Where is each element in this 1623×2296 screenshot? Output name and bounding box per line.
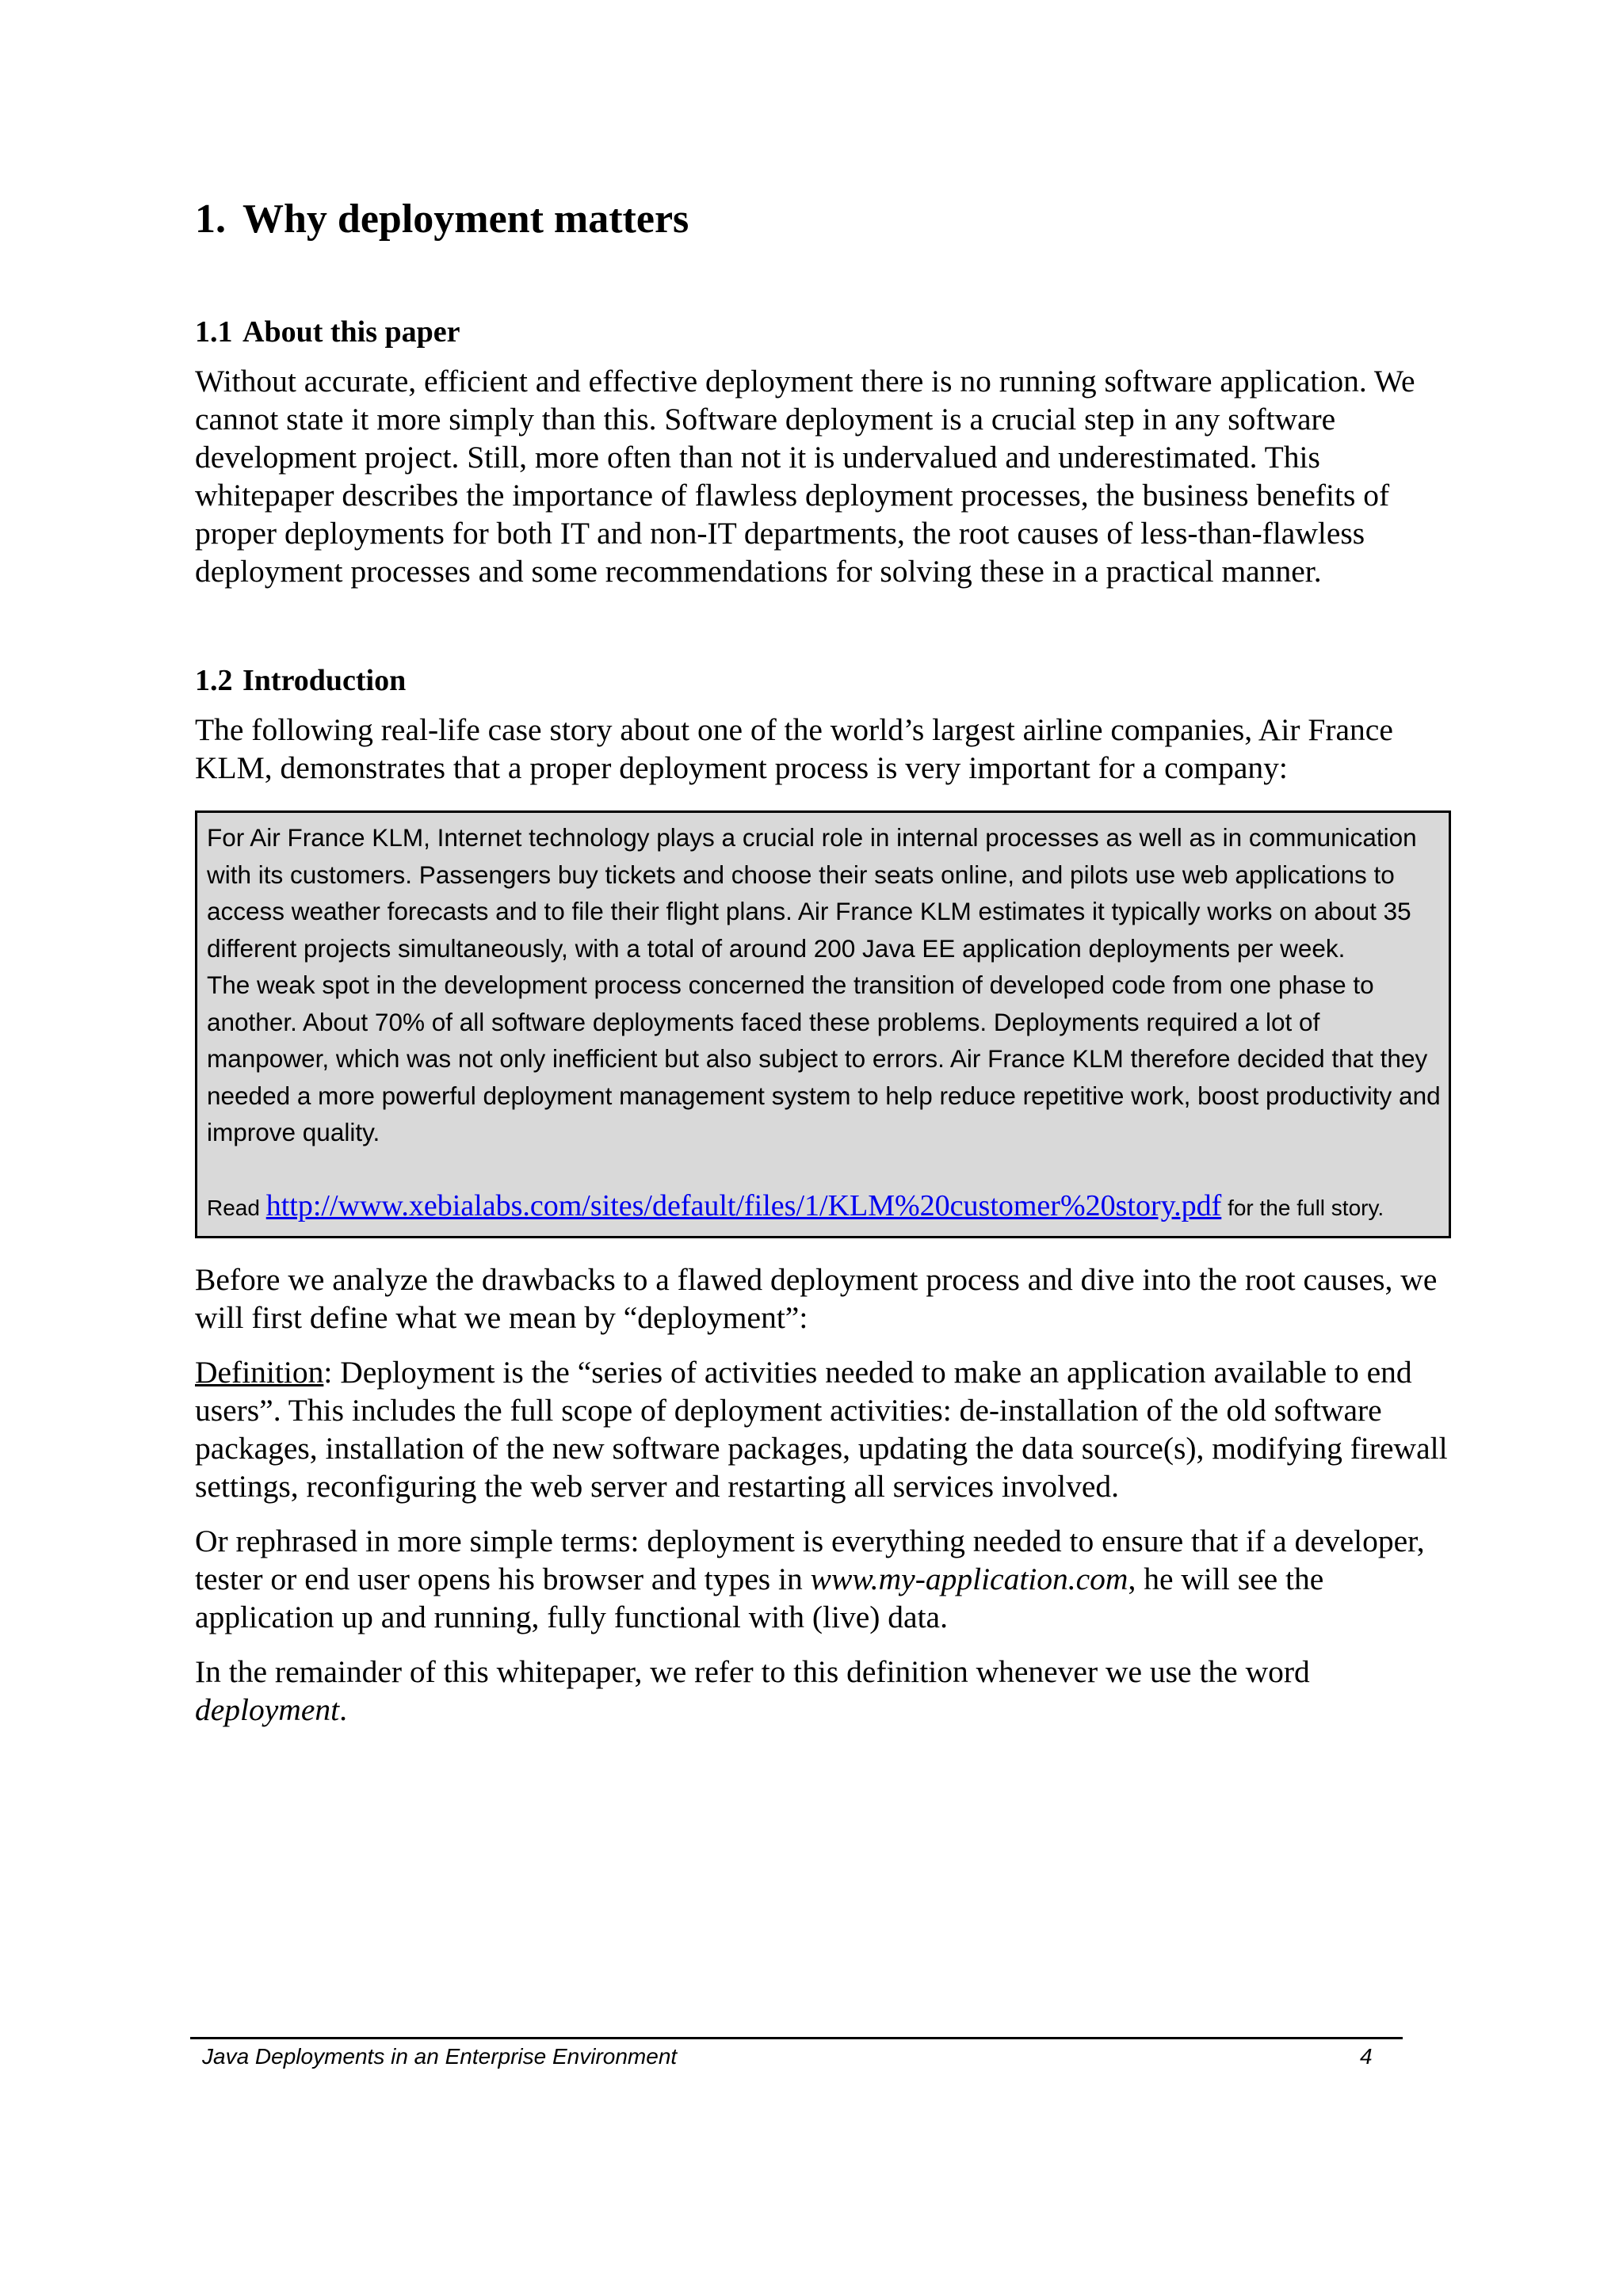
remainder-word: deployment — [195, 1692, 340, 1727]
page-content — [195, 194, 1451, 1729]
case-read-line — [207, 1188, 1441, 1227]
section-heading — [195, 194, 1451, 245]
case-story-link[interactable]: http://www.xebialabs.com/sites/default/files/1/KLM%20customer%20story.pdf — [265, 1188, 1222, 1222]
section-title: Why deployment matters — [242, 196, 689, 242]
read-prefix: Read — [207, 1195, 266, 1220]
section-number: 1. — [195, 196, 226, 242]
subsection-number-about: 1.1 — [195, 315, 233, 349]
read-suffix: for the full story. — [1221, 1195, 1384, 1220]
footer-page-number: 4 — [1360, 2044, 1373, 2069]
definition-text: : Deployment is the “series of activities needed to make an application available to end users”. This includes the full scope of deployment activities: de-installation of the old software packages, installation of the new software packages, updating the data source(s), modifying firewall settings, reconfiguring the web server and restarting all services involved. — [195, 1355, 1448, 1504]
case-paragraph-1: For Air France KLM, Internet technology plays a crucial role in internal processes as well as in communication with its customers. Passengers buy tickets and choose their seats online, and pilots use web applications to access weather forecasts and to file their flight plans. Air France KLM estimates it typically works on about 35 different projects simultaneously, with a total of around 200 Java EE application deployments per week. — [207, 823, 1417, 963]
rephrase-before: Or rephrased in more simple terms: deployment is everything needed to ensure that if a developer, tester or end user opens his browser and types in — [195, 1524, 1425, 1596]
case-story-box — [195, 810, 1451, 1238]
about-paragraph: Without accurate, efficient and effective deployment there is no running software application. We cannot state it more simply than this. Software deployment is a crucial step in any software development project. Still, more often than not it is undervalued and underestimated. This whitepaper describes the importance of flawless deployment processes, the business benefits of proper deployments for both IT and non-IT departments, the root causes of less-than-flawless deployment processes and some recommendations for solving these in a practical manner. — [195, 364, 1415, 589]
definition-paragraph — [195, 1353, 1451, 1505]
subsection-heading-about — [195, 313, 1451, 351]
subsection-number-intro: 1.2 — [195, 664, 233, 697]
rephrase-url: www.my-application.com — [810, 1562, 1128, 1596]
before-paragraph: Before we analyze the drawbacks to a flawed deployment process and dive into the root causes, we will first define what we mean by “deployment”: — [195, 1262, 1438, 1335]
remainder-before: In the remainder of this whitepaper, we refer to this definition whenever we use the word — [195, 1654, 1310, 1689]
remainder-after: . — [339, 1692, 347, 1727]
rephrase-paragraph — [195, 1522, 1451, 1636]
subsection-heading-intro — [195, 662, 1451, 700]
subsection-title-about: About this paper — [242, 315, 460, 349]
subsection-title-intro: Introduction — [242, 664, 407, 697]
footer-title: Java Deployments in an Enterprise Environment — [202, 2044, 678, 2069]
definition-label: Definition — [195, 1355, 324, 1390]
remainder-paragraph — [195, 1653, 1451, 1729]
case-paragraph-2: The weak spot in the development process concerned the transition of developed code from one phase to another. About 70% of all software deployments faced these problems. Deployments required a lot of manpower, which was not only inefficient but also subject to errors. Air France KLM therefore decided that they needed a more powerful deployment management system to help reduce repetitive work, boost productivity and improve quality. — [207, 971, 1441, 1146]
intro-paragraph: The following real-life case story about one of the world’s largest airline companies, Air France KLM, demonstrates that a proper deployment process is very important for a company: — [195, 712, 1393, 785]
rephrase-after: , he will see the application up and running, fully functional with (live) data. — [195, 1562, 1324, 1634]
footer-divider — [190, 2037, 1403, 2039]
